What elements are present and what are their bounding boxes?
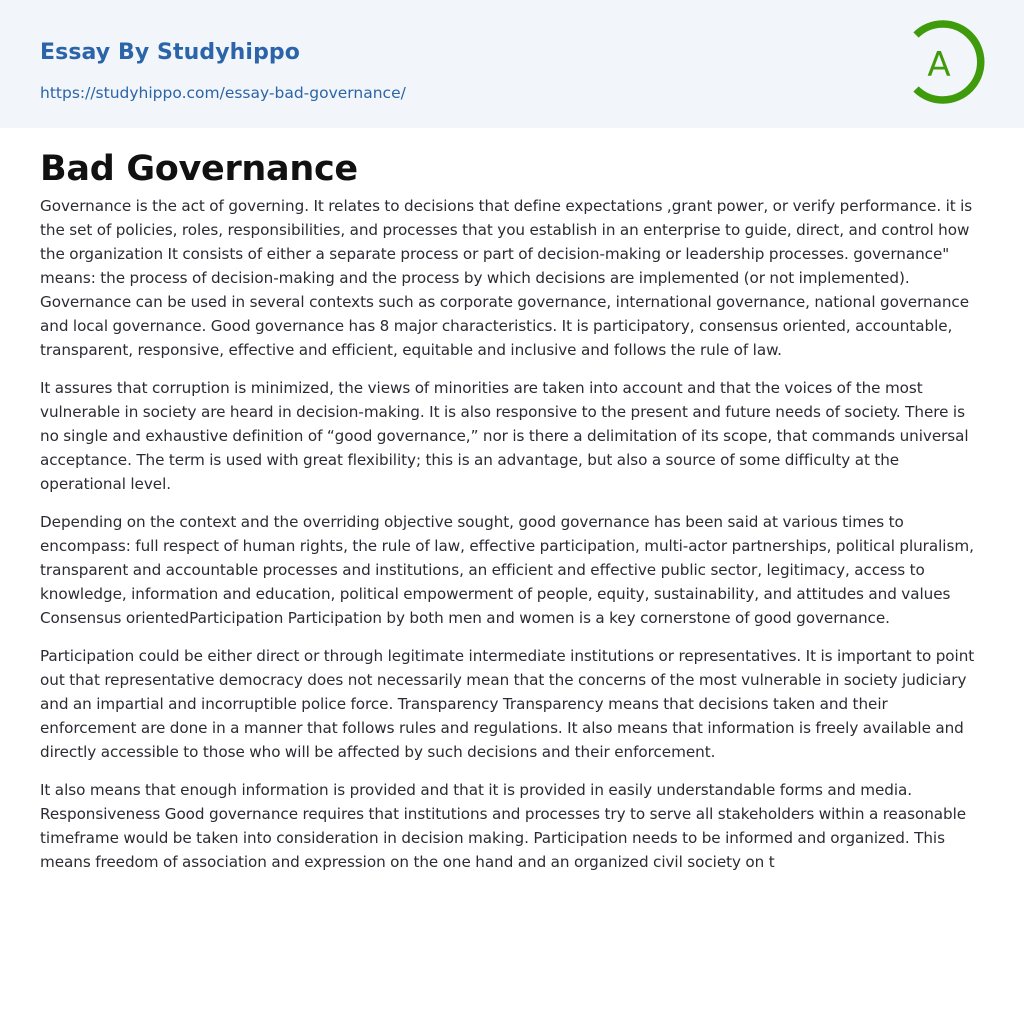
studyhippo-logo-icon[interactable] <box>908 18 988 106</box>
article-paragraph-1: Governance is the act of governing. It relates to decisions that define expectations ,grant power, or verify performance. it is the set of policies, roles, responsibilities, and processes that you establish in an enterprise to guide, direct, and control how the organization It consists of either a separate process or part of decision-making or leadership processes. governance" means: the process of decision-making and the process by which decisions are implemented (or not implemented). Governance can be used in several contexts such as corporate governance, international governance, national governance and local governance. Good governance has 8 major characteristics. It is participatory, consensus oriented, accountable, transparent, responsive, effective and efficient, equitable and inclusive and follows the rule of law. <box>40 197 973 359</box>
site-header <box>0 0 1024 128</box>
article-paragraph-2: It assures that corruption is minimized, the views of minorities are taken into account and that the voices of the most vulnerable in society are heard in decision-making. It is also responsive to the present and future needs of society. There is no single and exhaustive definition of “good governance,” nor is there a delimitation of its scope, that commands universal acceptance. The term is used with great flexibility; this is an advantage, but also a source of some difficulty at the operational level. <box>40 379 969 493</box>
logo-ring-icon <box>908 18 988 106</box>
brand-title: Essay By Studyhippo <box>40 40 300 65</box>
article-paragraph-4: Participation could be either direct or through legitimate intermediate institutions or representatives. It is important to point out that representative democracy does not necessarily mean that the concerns of the most vulnerable in society judiciary and an impartial and incorruptible police force. Transparency Transparency means that decisions taken and their enforcement are done in a manner that follows rules and regulations. It also means that information is freely available and directly accessible to those who will be affected by such decisions and their enforcement. <box>40 647 975 761</box>
article-paragraph-3: Depending on the context and the overriding objective sought, good governance has been said at various times to encompass: full respect of human rights, the rule of law, effective participation, multi-actor partnerships, political pluralism, transparent and accountable processes and institutions, an efficient and effective public sector, legitimacy, access to knowledge, information and education, political empowerment of people, equity, sustainability, and attitudes and values Consensus orientedParticipation Participation by both men and women is a key cornerstone of good governance. <box>40 513 974 627</box>
article-paragraph-5: It also means that enough information is provided and that it is provided in easily understandable forms and media. Responsiveness Good governance requires that institutions and processes try to serve all stakeholders within a reasonable timeframe would be taken into consideration in decision making. Participation needs to be informed and organized. This means freedom of association and expression on the one hand and an organized civil society on t <box>40 781 967 871</box>
logo-letter: A <box>927 45 951 85</box>
page-title: Bad Governance <box>40 149 358 189</box>
essay-url-link[interactable]: https://studyhippo.com/essay-bad-governance/ <box>40 84 406 102</box>
article <box>0 148 1024 874</box>
